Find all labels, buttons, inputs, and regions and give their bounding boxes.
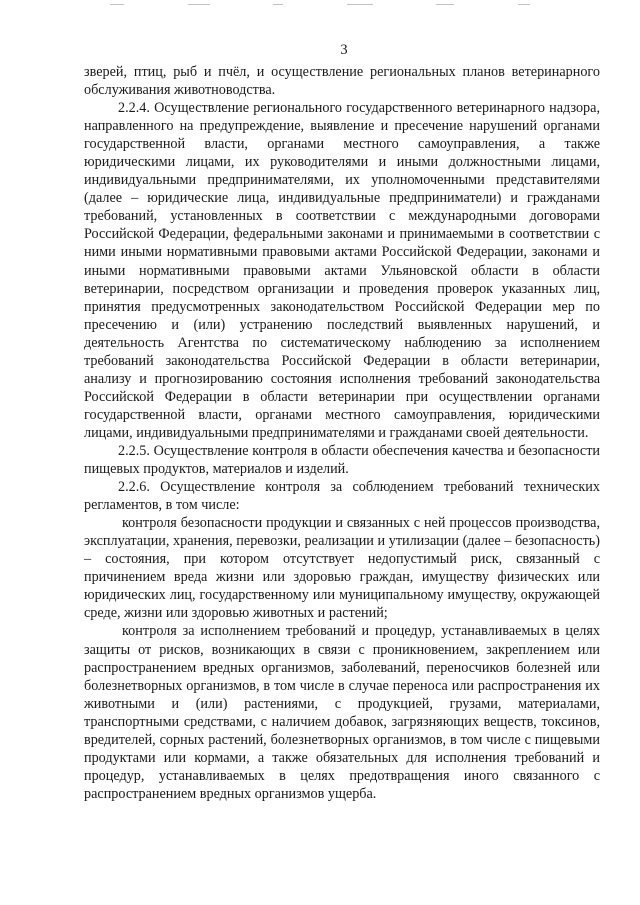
paragraph-2-2-6: 2.2.6. Осуществление контроля за соблюдением требований технических регламентов, в том числе: [84,479,600,514]
paragraph-2-2-4: 2.2.4. Осуществление регионального государственного ветеринарного надзора, направленного на предупреждение, выявление и пресечение нарушений органами государственной власти, органами местного самоуправления, а также юридическими лицами, их руководителями и иными должностными лицами, индивидуальными предпринимателями, их уполномоченными представителями (далее – юридические лица, индивидуальные предприниматели) и гражданами требований, установленных в соответствии с международными договорами Российской Федерации, федеральными законами и принимаемыми в соответствии с ними иными нормативными правовыми актами Российской Федерации, законами и иными нормативными правовыми актами Ульяновской области в области ветеринарии, посредством организации и проведения проверок указанных лиц, принятия предусмотренных законодательством Российской Федерации мер по пресечению и (или) устранению последствий выявленных нарушений, и деятельность Агентства по систематическому наблюдению за исполнением требований законодательства Российской Федерации в области ветеринарии, анализу и прогнозированию состояния исполнения требований законодательства Российской Федерации в области ветеринарии при осуществлении органами государственной власти, органами местного самоуправления, юридическими лицами, индивидуальными предпринимателями и гражданами своей деятельности. [84,100,600,441]
document-body [84,63,600,803]
paragraph-procedures-control: контроля за исполнением требований и процедур, устанавливаемых в целях защиты от рисков, возникающих в связи с проникновением, закреплением или распространением вредных организмов, заболеваний, переносчиков болезней или болезнетворных организмов, в том числе в случае переноса или распространения их животными и (или) растениями, с продукцией, грузами, материалами, транспортными средствами, с наличием добавок, загрязняющих веществ, токсинов, вредителей, сорных растений, болезнетворных организмов, в том числе с пищевыми продуктами или кормами, а также обязательных для исполнения требований и процедур, устанавливаемых в целях предотвращения иного связанного с распространением вредных организмов ущерба. [84,623,600,802]
paragraph-2-2-5: 2.2.5. Осуществление контроля в области обеспечения качества и безопасности пищевых продуктов, материалов и изделий. [84,442,600,478]
page-number: 3 [340,42,348,58]
paragraph-continuation: зверей, птиц, рыб и пчёл, и осуществление региональных планов ветеринарного обслуживания животноводства. [84,64,600,99]
scan-edge-marks [110,4,530,8]
paragraph-safety-control: контроля безопасности продукции и связанных с ней процессов производства, эксплуатации, хранения, перевозки, реализации и утилизации (далее – безопасность) – состояния, при котором отсутствует недопустимый риск, связанный с причинением вреда жизни или здоровью граждан, имуществу физических или юридических лиц, государственному или муниципальному имуществу, окружающей среде, жизни или здоровью животных и растений; [84,515,600,622]
